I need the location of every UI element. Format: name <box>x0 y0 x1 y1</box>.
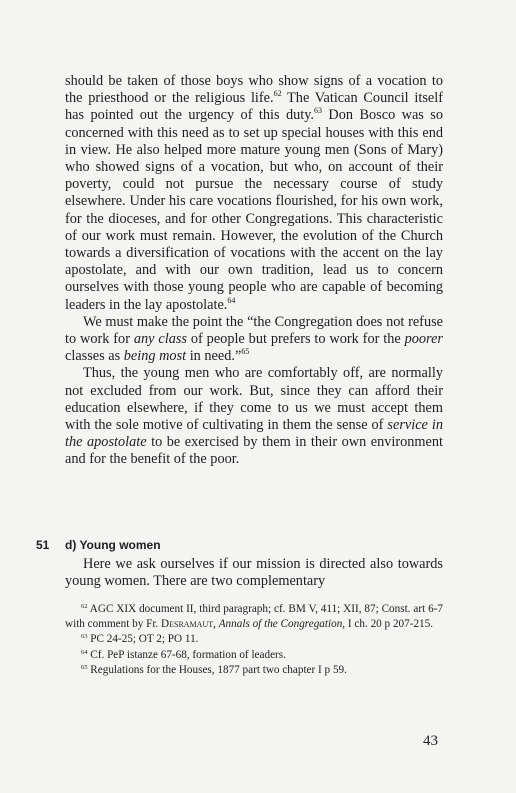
paragraph-young-women: Here we ask ourselves if our mission is directed also towards young women. There are two complementary <box>65 556 443 590</box>
footnote-ref-63: 63 <box>314 106 323 116</box>
footnote-65 <box>65 663 443 678</box>
paragraph-poorer-classes <box>65 314 443 366</box>
footnote-number: 64 <box>81 648 88 656</box>
text-run: should be taken of those boys who show signs of a vocation to the priesthood or the religious life. <box>65 73 443 107</box>
main-text <box>65 73 443 469</box>
section-text <box>65 556 443 590</box>
text-run: Don Bosco was so concerned with this need as to set up special houses with this end in view. He also helped more mature young men (Sons of Mary) who showed signs of a vocation, but who, on account of their poverty, could not pursue the necessary course of study elsewhere. Under his care vocations flourished, for his own work, for the dioceses, and for other Congregations. This characteristic of our work must remain. However, the evolution of the Church towards a diversification of vocations with the accent on the lay apostolate, and with our own tradition, lead us to concern ourselves with those young people who are capable of becoming leaders in the lay apostolate. <box>65 107 443 313</box>
text-run: in need.” <box>186 348 242 365</box>
author-name: Desramaut <box>161 618 214 631</box>
footnote-ref-65: 65 <box>241 347 250 357</box>
footnotes <box>65 602 443 678</box>
footnote-ref-62: 62 <box>273 89 282 99</box>
text-run: , <box>213 618 219 631</box>
emphasis: poorer <box>404 331 443 348</box>
text-run: , I ch. 20 p 207-215. <box>342 618 434 631</box>
section-heading: d) Young women <box>65 538 161 552</box>
footnote-64 <box>65 648 443 663</box>
emphasis: being most <box>123 348 187 365</box>
footnote-number: 62 <box>81 603 88 610</box>
text-run: Thus, the young men who are comfortably off, are normally not excluded from our work. But, since they can afford their education elsewhere, if they come to us we must accept them with the sole motive of cultivating in them the sense of <box>65 365 443 434</box>
footnote-ref-64: 64 <box>227 295 236 305</box>
text-run: classes as <box>65 348 124 365</box>
text-run: Regulations for the Houses, 1877 part two chapter I p 59. <box>90 663 347 676</box>
section-number: 51 <box>36 538 50 552</box>
footnote-number: 65 <box>81 663 88 671</box>
text-run: We must make the point the “the Congregation does not refuse to work for <box>65 313 443 348</box>
page-number: 43 <box>423 733 438 749</box>
footnote-63 <box>65 632 443 647</box>
text-run: Cf. PeP istanze 67-68, formation of leaders. <box>90 648 286 661</box>
footnote-62 <box>65 602 443 632</box>
text-run: of people but prefers to work for the <box>186 331 405 348</box>
emphasis: any class <box>133 331 187 348</box>
emphasis: service in the apostolate <box>65 417 443 451</box>
text-run: PC 24-25; OT 2; PO 11. <box>90 633 199 646</box>
footnote-number: 63 <box>81 633 88 641</box>
work-title: Annals of the Congregation <box>218 618 343 631</box>
text-run: AGC XIX document II, third paragraph; cf. BM V, 411; XII, 87; Const. art 6-7 with comment by Fr. <box>65 603 443 631</box>
paragraph-comfortably-off <box>65 365 443 468</box>
text-run: The Vatican Council itself has pointed out the urgency of this duty. <box>65 90 443 124</box>
text-run: to be exercised by them in their own environment and for the benefit of the poor. <box>65 434 444 468</box>
paragraph-vocations <box>65 73 443 314</box>
